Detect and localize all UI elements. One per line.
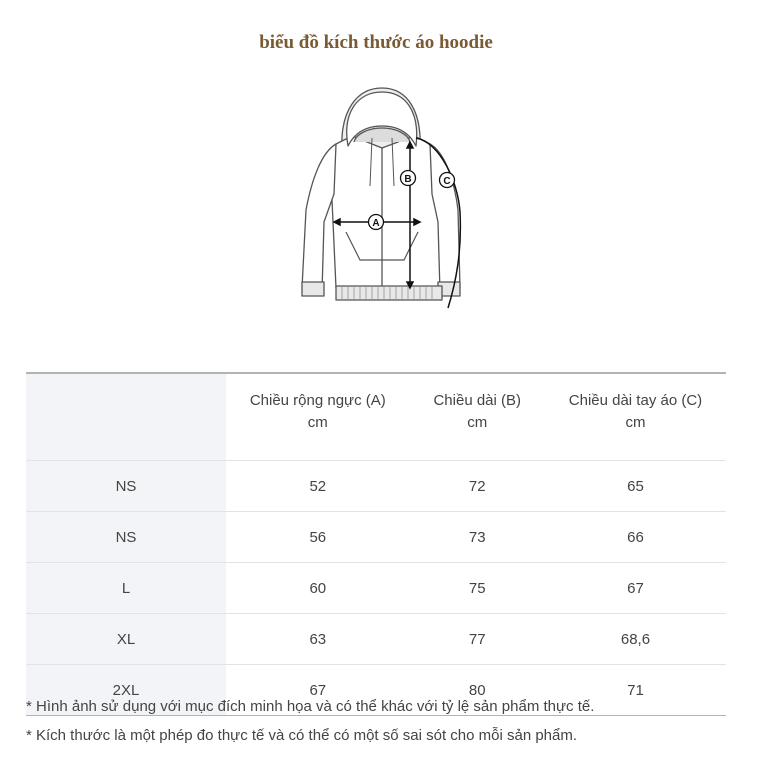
marker-c: C bbox=[443, 176, 451, 187]
chest-width-cell: 56 bbox=[226, 512, 410, 563]
sleeve-length-cell: 67 bbox=[545, 563, 726, 614]
chest-width-cell: 67 bbox=[226, 665, 410, 716]
header-chest-width: Chiều rộng ngực (A) cm bbox=[249, 392, 386, 431]
sleeve-length-cell: 66 bbox=[545, 512, 726, 563]
hoodie-icon bbox=[290, 82, 470, 318]
length-cell: 80 bbox=[410, 665, 545, 716]
table-row bbox=[26, 512, 726, 563]
header-corner bbox=[26, 373, 226, 461]
table-row bbox=[26, 461, 726, 512]
table-row bbox=[26, 563, 726, 614]
marker-b: B bbox=[404, 174, 412, 185]
header-sleeve-length: Chiều dài tay áo (C) cm bbox=[568, 392, 703, 431]
page-title: biểu đồ kích thước áo hoodie bbox=[259, 32, 493, 53]
chest-width-cell: 52 bbox=[226, 461, 410, 512]
footnotes bbox=[26, 692, 746, 750]
marker-a: A bbox=[372, 218, 380, 229]
length-cell: 73 bbox=[410, 512, 545, 563]
size-label: NS bbox=[26, 512, 226, 563]
size-chart-table bbox=[26, 372, 726, 716]
sleeve-length-cell: 71 bbox=[545, 665, 726, 716]
footnote-illustration: * Hình ảnh sử dụng với mục đích minh họa và có thể khác với tỷ lệ sản phẩm thực tế. bbox=[26, 698, 595, 715]
footnote-measurement: * Kích thước là một phép đo thực tế và có thể có một số sai sót cho mỗi sản phẩm. bbox=[26, 727, 578, 744]
length-cell: 72 bbox=[410, 461, 545, 512]
sleeve-length-cell: 65 bbox=[545, 461, 726, 512]
length-cell: 77 bbox=[410, 614, 545, 665]
sleeve-length-cell: 68,6 bbox=[545, 614, 726, 665]
size-label: L bbox=[26, 563, 226, 614]
hoodie-diagram bbox=[290, 82, 470, 318]
size-label: 2XL bbox=[26, 665, 226, 716]
table-row bbox=[26, 614, 726, 665]
table-header-row bbox=[26, 373, 726, 461]
header-length: Chiều dài (B) cm bbox=[433, 392, 522, 431]
size-label: XL bbox=[26, 614, 226, 665]
size-label: NS bbox=[26, 461, 226, 512]
length-cell: 75 bbox=[410, 563, 545, 614]
chest-width-cell: 63 bbox=[226, 614, 410, 665]
chest-width-cell: 60 bbox=[226, 563, 410, 614]
